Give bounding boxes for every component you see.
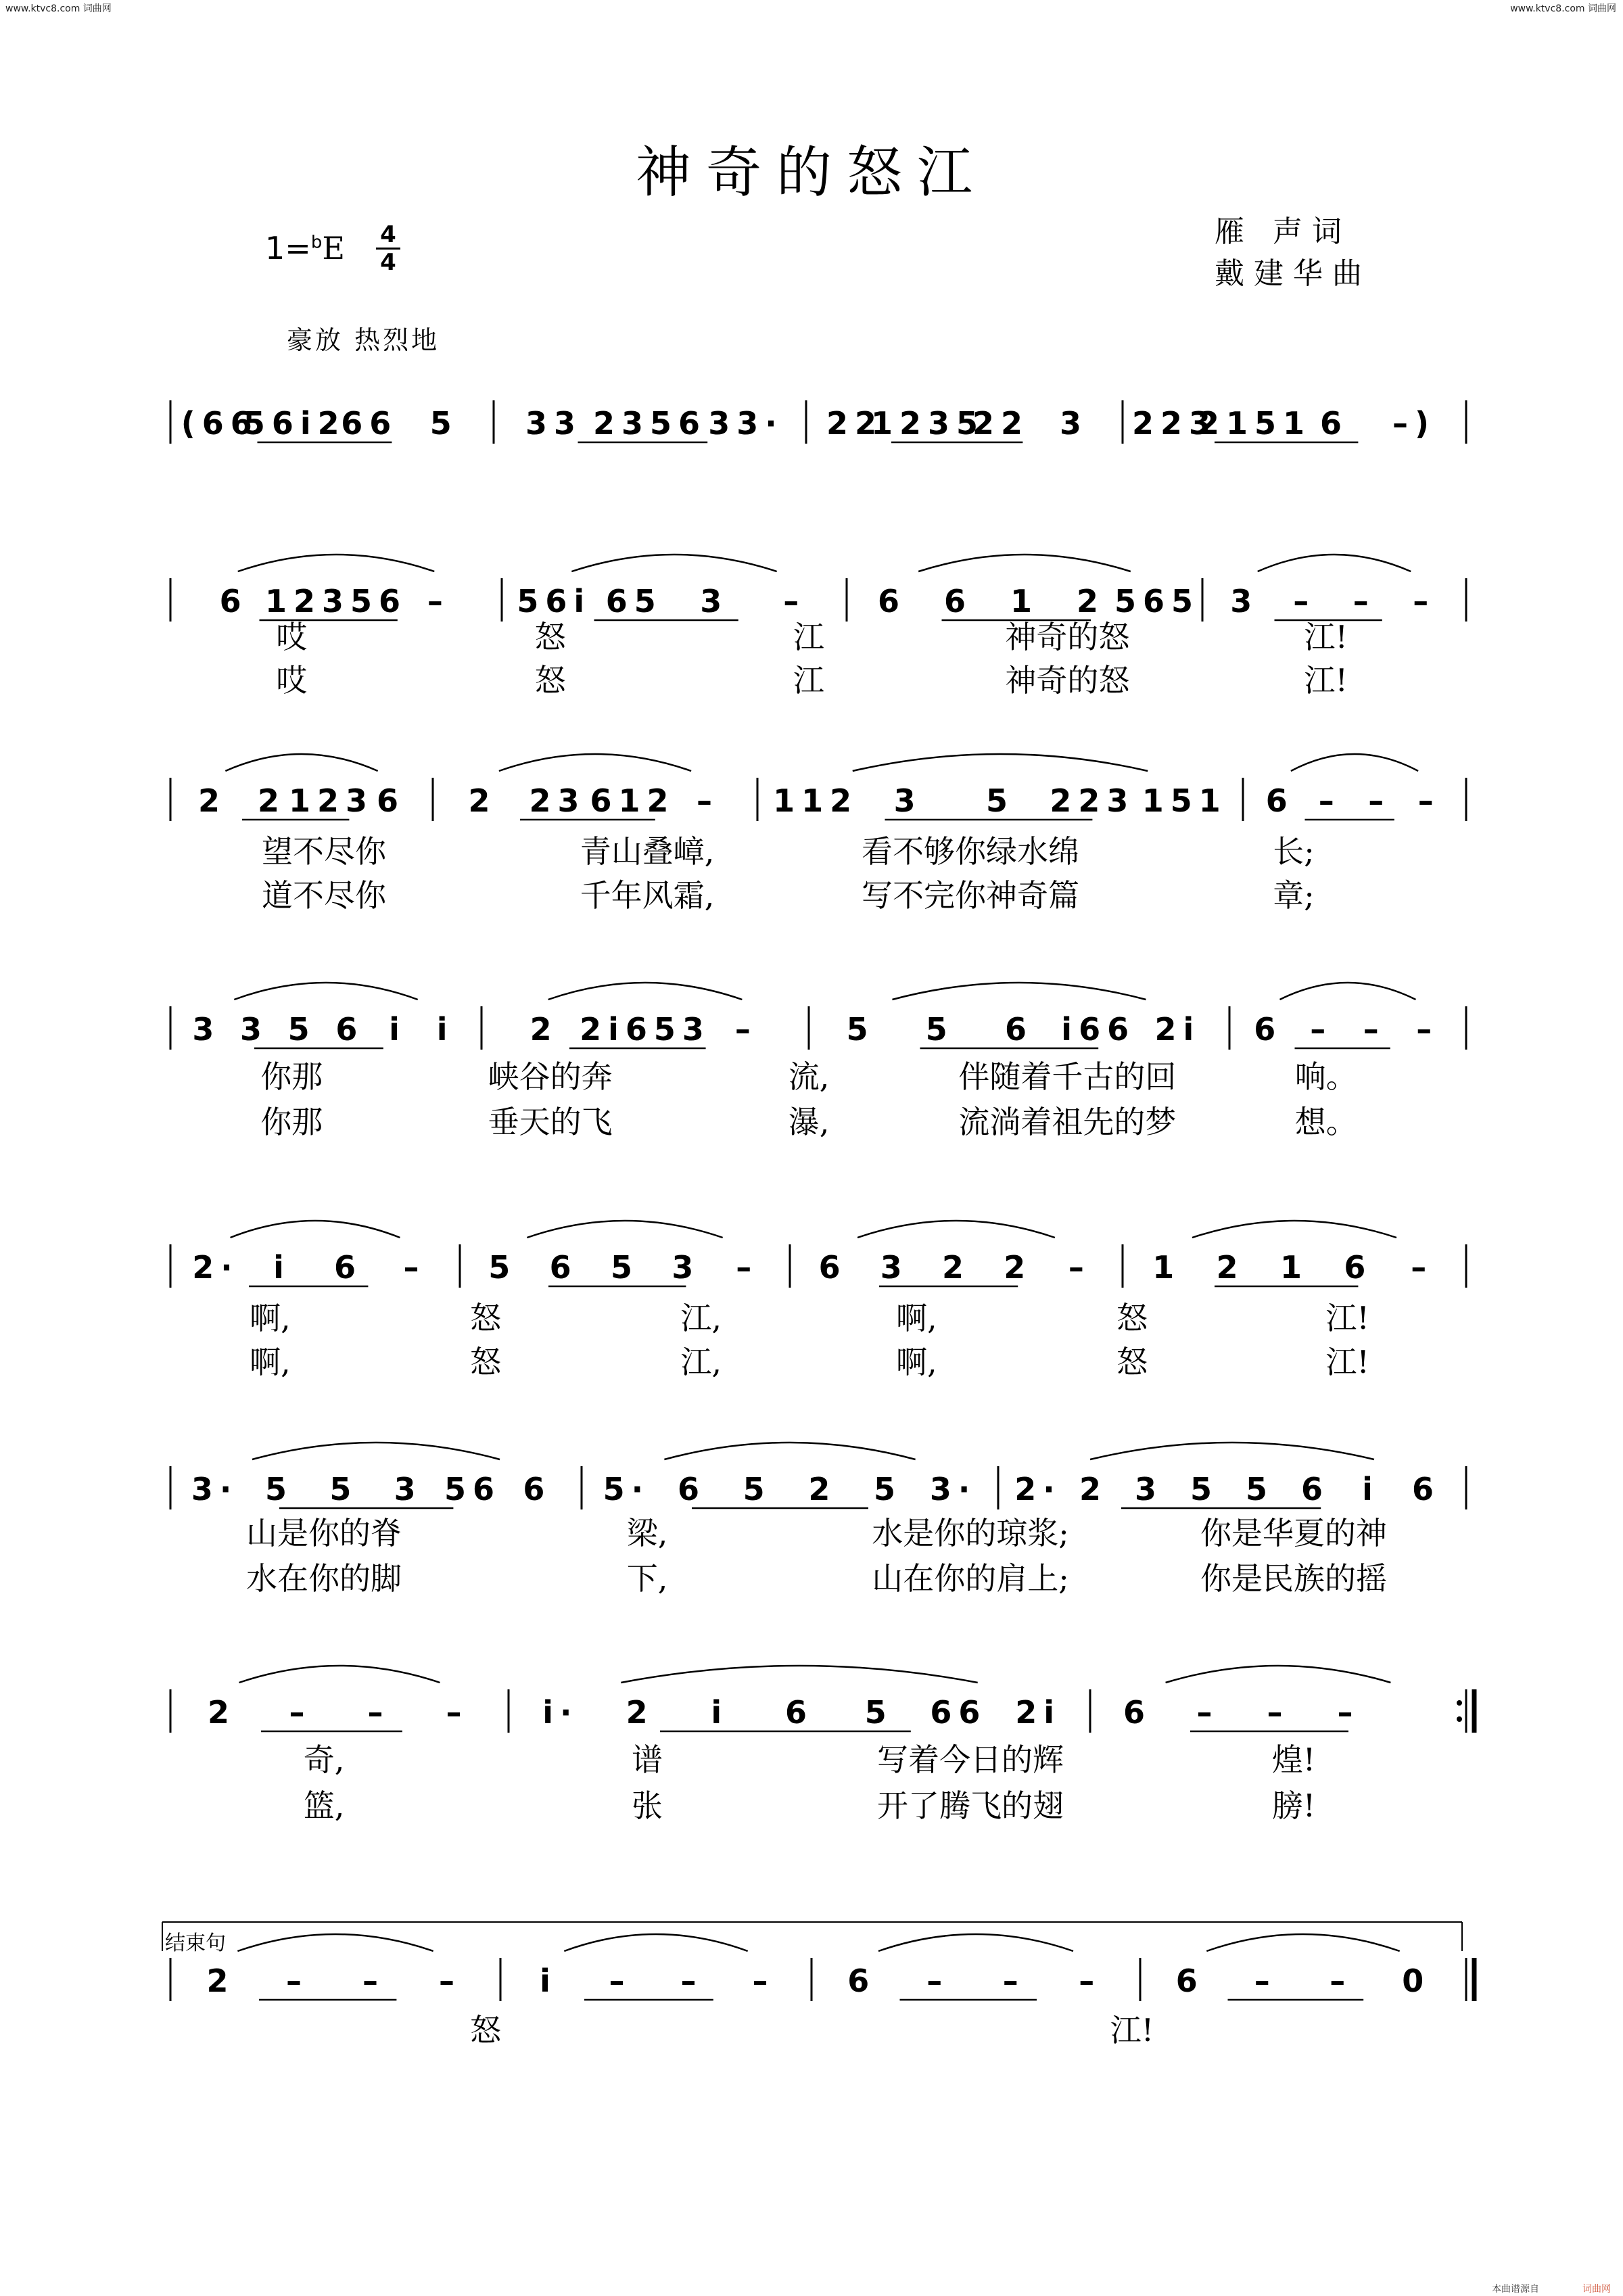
note-token: 5 [925,1011,954,1048]
lyric-token: 啊, [250,1300,291,1336]
lyric-token: 开了腾飞的翅 [877,1787,1064,1824]
note-token: –) [1392,405,1436,442]
note-token: – [1267,1694,1290,1731]
note-token: – [734,1011,757,1048]
lyric-token: 章; [1273,877,1315,914]
note-token: 3 [700,583,729,619]
note-token: – [736,1249,759,1286]
note-token: 6 [549,1249,578,1286]
slur-arc [857,1221,1055,1238]
lyric-token: 煌! [1271,1741,1316,1778]
note-token: i [1362,1471,1380,1507]
slur-arc [237,1934,433,1951]
lyric-token: 怒 [534,662,566,699]
slur-arc [1206,1934,1399,1951]
ending-label: 结束句 [165,1931,226,1955]
lyric-token: 你是民族的摇 [1200,1560,1387,1597]
note-token: – [1293,583,1316,619]
lyric-token: 流, [788,1058,830,1095]
note-token: 2 [941,1249,971,1286]
note-token: – [1310,1011,1333,1048]
lyric-token: 江! [1325,1300,1369,1336]
note-token: 3 [893,782,922,819]
site-watermark-left: www.ktvc8.com 词曲网 [5,3,112,14]
slur-arc [1280,983,1416,1000]
note-token: 22 [826,405,884,442]
note-token: 3· [191,1471,239,1507]
note-token: 6 [1004,1011,1034,1048]
slur-arc [664,1443,915,1459]
note-token: i [273,1249,291,1286]
note-token: – [1352,583,1375,619]
note-token: – [427,583,450,619]
note-token: 5 [1190,1471,1219,1507]
note-token: 5 [846,1011,875,1048]
lyric-token: 长; [1273,833,1315,870]
note-token: 223 [1050,782,1135,819]
note-token: 3 [1134,1471,1164,1507]
note-token: 6 [335,1011,364,1048]
note-token: – [1318,782,1341,819]
note-token: 6 [818,1249,847,1286]
lyric-token: 望不尽你 [262,833,386,870]
lyric-token: 膀! [1271,1787,1316,1824]
note-token: 2 [808,1471,837,1507]
lyric-token: 水是你的琼浆; [872,1515,1069,1551]
note-token: 5 [864,1694,893,1731]
note-token: 223 [1131,405,1218,442]
lyric-token: 想。 [1294,1104,1357,1140]
note-token: 66 [341,405,398,442]
lyric-token: 谱 [632,1741,663,1778]
slur-arc [1258,555,1411,571]
note-token: 2 [1079,1471,1108,1507]
note-token: 5 [429,405,458,442]
note-token: 2 [626,1694,655,1731]
slur-arc [621,1666,977,1683]
note-token: 2i [1154,1011,1201,1048]
note-token: 22 [972,405,1030,442]
note-token: – [1337,1694,1360,1731]
slur-arc [239,1666,440,1683]
lyric-token: 你是华夏的神 [1200,1515,1387,1551]
lyric-token: 峡谷的奔 [488,1058,613,1095]
note-token: – [1411,1249,1434,1286]
note-token: – [1330,1963,1352,1999]
lyric-token: 水在你的脚 [246,1560,402,1597]
note-token: 2 [197,782,227,819]
note-token: 2151 [1197,405,1312,442]
lyric-token: 江 [793,619,824,655]
lyric-token: 流淌着祖先的梦 [958,1104,1177,1140]
note-token: 6 [1344,1249,1373,1286]
lyric-token: 千年风霜, [580,877,715,914]
lyric-token: 垂天的飞 [488,1104,613,1140]
note-token: 33 [525,405,583,442]
note-token: – [697,782,719,819]
note-token: – [1363,1011,1386,1048]
lyric-token: 山在你的肩上; [872,1560,1069,1597]
note-token: (66 [181,405,259,442]
lyric-token: 伴随着千古的回 [958,1058,1177,1095]
lyric-token: 张 [632,1787,663,1824]
note-token: 5 [610,1249,640,1286]
note-token: 2· [192,1249,239,1286]
note-token: 5 [743,1471,772,1507]
slur-arc [1090,1443,1374,1459]
note-token: – [1068,1249,1091,1286]
lyric-token: 你那 [260,1058,323,1095]
lyric-token: 江! [1110,2012,1154,2048]
lyric-token: 篮, [303,1787,345,1824]
song-title: 神奇的怒江 [635,141,987,205]
note-token: – [1079,1963,1102,1999]
footer-brand-text: 词曲网 [1582,2284,1611,2295]
slur-arc [1166,1666,1391,1683]
note-token: 2 [1076,583,1106,619]
lyric-token: 下, [626,1560,668,1597]
lyric-token: 怒 [1116,1344,1148,1380]
note-token: 6 [219,583,248,619]
repeat-dot [1457,1700,1462,1706]
slur-arc [225,754,377,771]
note-token: 2 [1216,1249,1245,1286]
note-token: – [446,1694,469,1731]
note-token: 612 [590,782,676,819]
note-token: 5 [264,1471,294,1507]
note-token: – [1196,1694,1219,1731]
note-token: 5· [603,1471,651,1507]
note-token: 56i2 [243,405,346,442]
site-watermark-right: www.ktvc8.com 词曲网 [1510,3,1616,14]
note-token: 2 [257,782,287,819]
lyric-token: 你那 [260,1104,323,1140]
note-token: 565 [1114,583,1200,619]
note-token: 65 [605,583,663,619]
composer-credit: 戴建华曲 [1215,256,1371,291]
lyric-token: 怒 [470,2012,501,2048]
tempo-marking: 豪放 热烈地 [287,325,440,355]
time-signature: 4 4 [376,223,400,274]
note-token: 2 [530,1011,559,1048]
lyric-token: 看不够你绿水绵 [862,833,1079,870]
note-token: 6 [877,583,907,619]
note-token: 56 [444,1471,502,1507]
slur-arc [234,983,417,1000]
note-token: i [711,1694,729,1731]
note-token: 6 [677,1471,707,1507]
note-token: 33· [708,405,784,442]
lyric-token: 哎 [276,662,308,699]
lyric-token: 江! [1304,662,1348,699]
lyric-token: 江 [793,662,824,699]
note-token: – [752,1963,775,1999]
note-token: 5 [1245,1471,1275,1507]
note-token: 1 [1152,1249,1181,1286]
note-token: i [389,1011,406,1048]
note-token: 5 [985,782,1015,819]
slur-arc [231,1221,400,1238]
note-token: 3 [394,1471,423,1507]
note-token: i [436,1011,454,1048]
note-token: 23 [529,782,586,819]
note-token: 6 [847,1963,876,1999]
note-token: 56i [517,583,592,619]
note-token: 2356 [592,405,707,442]
note-token: – [439,1963,461,1999]
lyric-token: 怒 [1116,1300,1148,1336]
slur-arc [564,1934,747,1951]
note-token: – [1368,782,1391,819]
slur-arc [548,983,743,1000]
note-token: 2 [206,1963,235,1999]
note-token: 3 [192,1011,221,1048]
slur-arc [238,555,435,571]
note-token: 6 [523,1471,552,1507]
key-signature: 1=$^b$E [265,230,345,266]
note-token: – [286,1963,308,1999]
lyric-token: 神奇的怒 [1005,662,1130,699]
lyric-token: 怒 [534,619,566,655]
note-token: 2i [1015,1694,1062,1731]
lyric-token: 梁, [626,1515,668,1551]
lyric-token: 怒 [470,1344,501,1380]
note-token: – [1416,1011,1439,1048]
note-token: 6 [1254,1011,1283,1048]
note-token: 2 [1004,1249,1033,1286]
note-token: 2i653 [580,1011,711,1048]
lyric-token: 响。 [1294,1058,1357,1095]
note-token: – [362,1963,385,1999]
lyric-token: 瀑, [788,1104,830,1140]
note-token: – [1417,782,1440,819]
note-token: i66 [1061,1011,1136,1048]
note-token: 1235 [870,405,985,442]
note-token: 6 [943,583,973,619]
footer-source-text: 本曲谱源自 [1492,2284,1539,2295]
lyric-token: 奇, [303,1741,345,1778]
lyric-token: 啊, [250,1344,291,1380]
note-token: 5 [329,1471,358,1507]
slur-arc [252,1443,500,1459]
note-token: – [367,1694,390,1731]
note-token: 6 [1175,1963,1204,1999]
note-token: – [609,1963,632,1999]
note-token: 151 [1142,782,1227,819]
note-token: – [926,1963,949,1999]
note-token: – [1413,583,1436,619]
note-token: 6 [784,1694,814,1731]
slur-arc [499,754,691,771]
slur-arc [527,1221,722,1238]
note-token: 5 [488,1249,517,1286]
note-token: 2 [207,1694,237,1731]
note-token: – [1002,1963,1025,1999]
note-token: 3· [929,1471,977,1507]
lyric-token: 江, [680,1344,722,1380]
lyric-token: 啊, [896,1344,937,1380]
note-token: i [540,1963,557,1999]
lyricist-credit: 雁 声词 [1215,214,1351,249]
note-token: 2· [1014,1471,1062,1507]
lyric-token: 写不完你神奇篇 [862,877,1079,914]
note-token: 6 [1319,405,1349,442]
slur-arc [1192,1221,1396,1238]
note-token: 3 [672,1249,701,1286]
note-token: 5 [873,1471,903,1507]
note-token: 2 [468,782,497,819]
note-token: 5 [287,1011,316,1048]
note-token: 1 [1010,583,1039,619]
note-token: – [1254,1963,1277,1999]
lyric-token: 神奇的怒 [1005,619,1130,655]
note-token: 6 [376,782,406,819]
note-token: 6 [1265,782,1294,819]
note-token: 123 [288,782,375,819]
slur-arc [892,983,1146,1000]
note-token: 3 [1230,583,1259,619]
note-token: 12356 [264,583,408,619]
slur-arc [853,754,1148,771]
lyric-token: 哎 [276,619,308,655]
note-token: 6 [1411,1471,1441,1507]
slur-arc [571,555,776,571]
note-token: 3 [1059,405,1089,442]
note-token: – [783,583,806,619]
note-token: i· [542,1694,579,1731]
lyric-token: 道不尽你 [262,877,386,914]
note-token: 0 [1402,1963,1431,1999]
lyric-token: 青山叠嶂, [580,833,715,870]
note-token: 1 [1279,1249,1309,1286]
slur-arc [878,1934,1073,1951]
repeat-dot [1457,1716,1462,1722]
lyric-token: 写着今日的辉 [877,1741,1064,1778]
lyric-token: 江! [1325,1344,1369,1380]
note-token: – [403,1249,426,1286]
note-token: – [680,1963,703,1999]
note-token: 3 [880,1249,909,1286]
note-token: 3 [239,1011,269,1048]
lyric-token: 山是你的脊 [246,1515,402,1551]
note-token: 6 [1300,1471,1330,1507]
lyric-token: 江, [680,1300,722,1336]
note-token: 6 [1123,1694,1152,1731]
lyric-token: 江! [1304,619,1348,655]
lyric-token: 怒 [470,1300,501,1336]
note-token: 66 [930,1694,987,1731]
lyric-token: 啊, [896,1300,937,1336]
slur-arc [918,555,1131,571]
note-token: 6 [333,1249,363,1286]
note-token: 112 [773,782,859,819]
slur-arc [1291,754,1418,771]
note-token: – [289,1694,312,1731]
